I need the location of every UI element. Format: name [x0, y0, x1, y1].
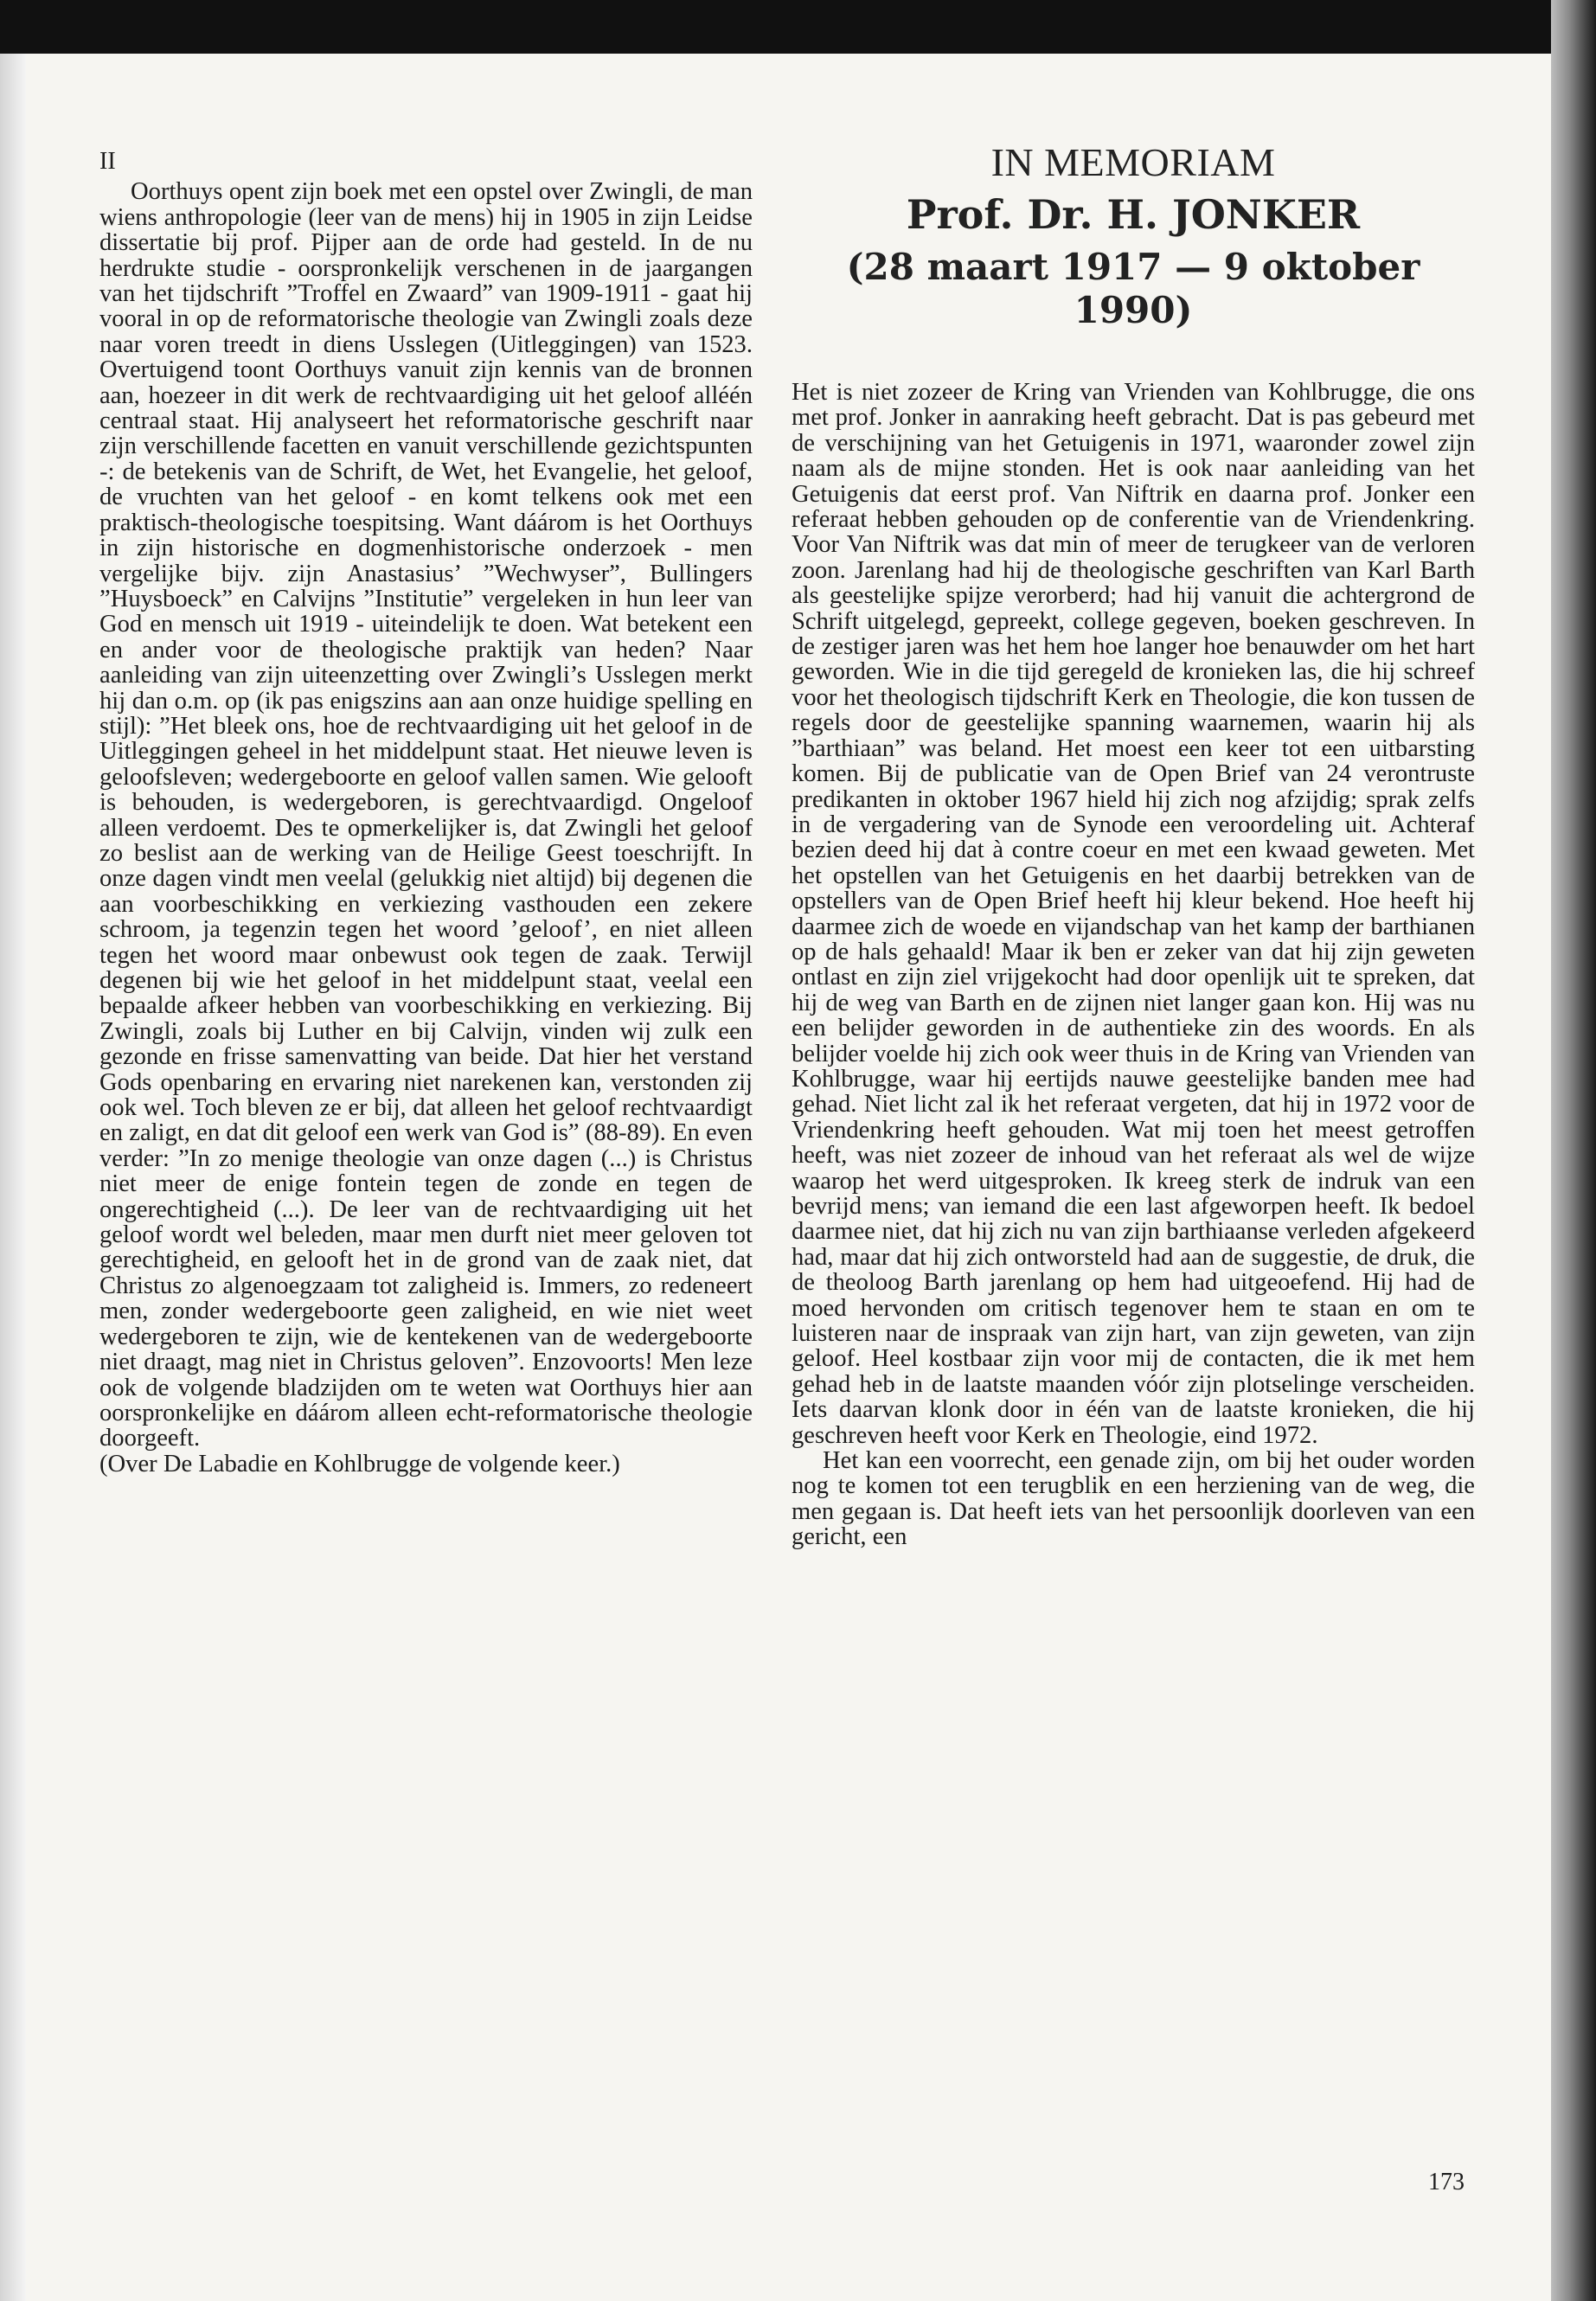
- scan-border-left: [0, 54, 26, 2301]
- right-paragraph-main: Het is niet zozeer de Kring van Vrienden van Kohlbrugge, die ons met prof. Jonker in aanraking heeft gebracht. Dat is pas gebeurd met de verschijning van het Getuigenis in 1971, waaronder zowel zijn naam als de mijne stonden. Het is ook naar aanleiding van het Getuigenis dat eerst prof. Van Niftrik en daarna prof. Jonker een referaat hebben gehouden op de conferentie van de Vriendenkring. Voor Van Niftrik was dat min of meer de terugkeer van de verloren zoon. Jarenlang had hij de theologische geschriften van Karl Barth als geestelijke spijze verorberd; had hij vanuit die achtergrond de Schrift uitgelegd, gepreekt, college gegeven, boeken geschreven. In de zestiger jaren was het hem hoe langer hoe benauwder om het hart geworden. Wie in die tijd geregeld de kronieken las, die hij schreef voor het theologisch tijdschrift Kerk en Theologie, die kon tussen de regels door de geestelijke spanning waarnemen, waarin hij als ”barthiaan” was beland. Het moest een keer tot een uitbarsting komen. Bij de publicatie van de Open Brief van 24 verontruste predikanten in oktober 1967 hield hij zich nog afzijdig; sprak zelfs in de vergadering van de Synode een veroordeling uit. Achteraf bezien deed hij dat à contre coeur en met een kwaad geweten. Met het opstellen van het Getuigenis en het daarbij betrekken van de opstellers van de Open Brief heeft hij kleur bekend. Hoe heeft hij daarmee zich de woede en vijandschap van het kamp der barthianen op de hals gehaald! Maar ik ben er zeker van dat hij zijn geweten ontlast en zijn ziel vrijgekocht had door openlijk uit te spreken, dat hij de weg van Barth en de zijnen niet langer gaan kon. Hij was nu een belijder geworden in de authentieke zin des woords. En als belijder voelde hij zich ook weer thuis in de Kring van Vrienden van Kohlbrugge, waar hij eertijds nauwe geestelijke banden mee had gehad. Niet licht zal ik het referaat vergeten, dat hij in 1972 voor de Vriendenkring heeft gehouden. Wat mij toen het meest getroffen heeft, was niet zozeer de inhoud van het referaat als wel de wijze waarop het werd uitgesproken. Ik kreeg sterk de indruk van een bevrijd mens; van iemand die een last afgeworpen heeft. Ik bedoel daarmee niet, dat hij zich nu van zijn barthiaanse verleden afgekeerd had, maar dat hij zich ontworsteld had aan de suggestie, de druk, die de theoloog Barth jarenlang op hem had uitgeoefend. Hij had de moed hervonden om critisch tegenover hem te staan en om te luisteren naar de inspraak van zijn hart, van zijn geweten, van zijn geloof. Heel kostbaar zijn voor mij de contacten, die ik met hem gehad heb in de laatste maanden vóór zijn plotselinge verscheiden. Iets daarvan klonk door in één van de laatste kronieken, die hij geschreven heeft voor Kerk en Theologie, eind 1972.: [792, 379, 1475, 1449]
- right-column: [792, 140, 1475, 1550]
- right-paragraph-continued: Het kan een voorrecht, een genade zijn, om bij het ouder worden nog te komen tot een terugblik en een herziening van de weg, die men gegaan is. Dat heeft iets van het persoonlijk doorleven van een gericht, een: [792, 1447, 1475, 1551]
- memoriam-heading: IN MEMORIAM: [990, 140, 1276, 184]
- left-paragraph-main: Oorthuys opent zijn boek met een opstel over Zwingli, de man wiens anthropologie (leer van de mens) hij in 1905 in zijn Leidse dissertatie bij prof. Pijper aan de orde had gesteld. In de nu herdrukte studie - oorspronkelijk verschenen in de jaargangen van het tijdschrift ”Troffel en Zwaard” van 1909-1911 - gaat hij vooral in op de reformatorische theologie van Zwingli zoals deze naar voren treedt in diens Usslegen (Uitleggingen) van 1523. Overtuigend toont Oorthuys vanuit zijn kennis van de bronnen aan, hoezeer in dit werk de rechtvaardiging uit het geloof alléén centraal staat. Hij analyseert het reformatorische geschrift naar zijn verschillende facetten en vanuit verschillende gezichtspunten -: de betekenis van de Schrift, de Wet, het Evangelie, het geloof, de vruchten van het geloof - en komt telkens ook met een praktisch-theologische toespitsing. Want dáárom is het Oorthuys in zijn historische en dogmenhistorische onderzoek - men vergelijke bijv. zijn Anastasius’ ”Wechwyser”, Bullingers ”Huysboeck” en Calvijns ”Institutie” vergeleken in hun leer van God en mensch uit 1919 - uiteindelijk te doen. Wat betekent een en ander voor de theologische praktijk van heden? Naar aanleiding van zijn uiteenzetting over Zwingli’s Usslegen merkt hij dan o.m. op (ik pas enigszins aan aan onze huidige spelling en stijl): ”Het bleek ons, hoe de rechtvaardiging uit het geloof in de Uitleggingen geheel in het middelpunt staat. Het nieuwe leven is geloofsleven; wedergeboorte en geloof vallen samen. Wie gelooft is behouden, is wedergeboren, is gerechtvaardigd. Ongeloof alleen verdoemt. Des te opmerkelijker is, dat Zwingli het geloof zo beslist aan de werking van de Heilige Geest toeschrijft. In onze dagen vindt men veelal (gelukkig niet altijd) bij degenen die aan voorbeschikking en verkiezing vasthouden een zekere schroom, ja tegenzin tegen het woord ’geloof’, en niet alleen tegen het woord maar onbewust ook tegen de zaak. Terwijl degenen bij wie het geloof in het middelpunt staat, veelal een bepaalde afkeer hebben van voorbeschikking en verkiezing. Bij Zwingli, zoals bij Luther en bij Calvijn, vinden wij zulk een gezonde en frisse samenvatting van beide. Dat hier het verstand Gods openbaring en ervaring niet narekenen kan, verstonden zij ook wel. Toch bleven ze er bij, dat alleen het geloof rechtvaardigt en zaligt, en dat dit geloof een werk van God is” (88-89). En even verder: ”In zo menige theologie van onze dagen (...) is Christus niet meer de enige fontein tegen de zonde en tegen de ongerechtigheid (...). De leer van de rechtvaardiging uit het geloof wordt wel beleden, maar men durft niet meer geloven tot gerechtigheid, en gelooft het in de grond van de zaak niet, dat Christus zo algenoegzaam tot zaligheid is. Immers, zo redeneert men, zonder wedergeboorte geen zaligheid, en wie niet weet wedergeboren te zijn, wie de kentekenen van de wedergeboorte niet draagt, mag niet in Christus geloven”. Enzovoorts! Men leze ook de volgende bladzijden om te weten wat Oorthuys hier aan oorspronkelijke en dáárom alleen echt-reformatorische theologie doorgeeft.: [99, 178, 753, 1452]
- section-number: II: [99, 148, 116, 175]
- page-number: 173: [1428, 2169, 1465, 2195]
- left-column: [99, 149, 753, 1477]
- memoriam-dates: (28 maart 1917 — 9 oktober 1990): [846, 246, 1420, 331]
- left-paragraph-closing: (Over De Labadie en Kohlbrugge de volgende keer.): [99, 1450, 620, 1477]
- book-page: [26, 54, 1551, 2301]
- scan-border-right: [1551, 0, 1596, 2301]
- memoriam-name: Prof. Dr. H. JONKER: [906, 191, 1361, 238]
- scan-border-top: [0, 0, 1596, 54]
